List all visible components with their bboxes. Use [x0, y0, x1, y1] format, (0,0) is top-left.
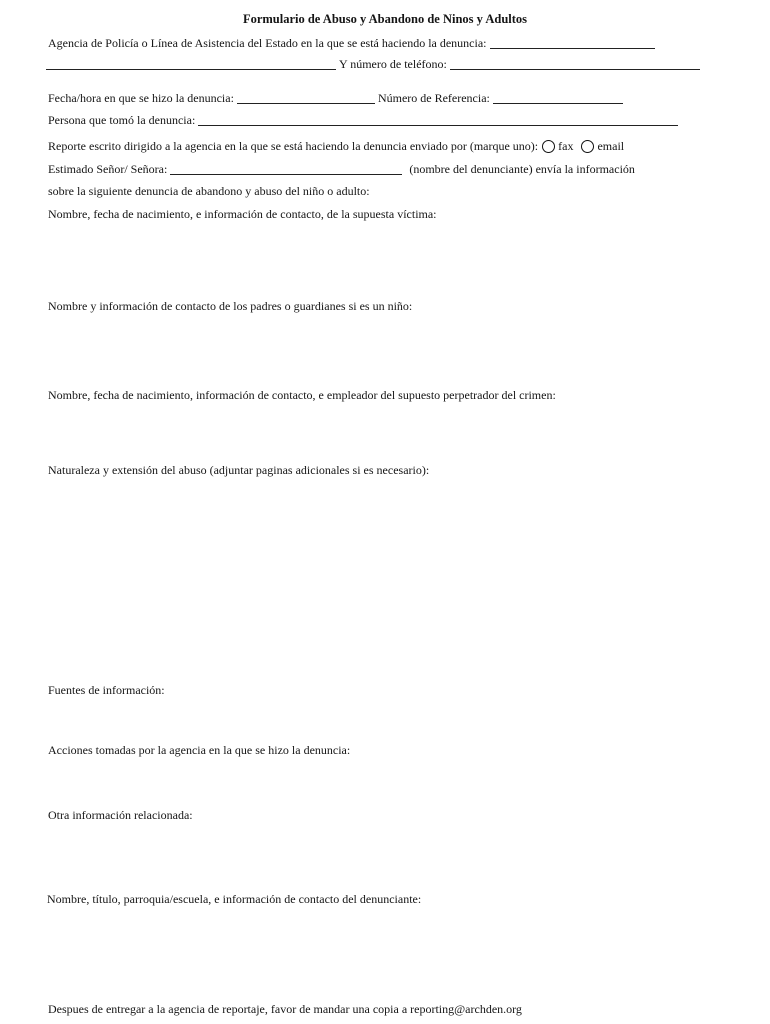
agencia-continued-field[interactable] — [46, 57, 336, 70]
reporte-row — [48, 139, 624, 154]
fecha-label: Fecha/hora en que se hizo la denuncia: — [48, 91, 234, 105]
fuentes-heading: Fuentes de información: — [48, 683, 165, 697]
footer-text: Despues de entregar a la agencia de reportaje, favor de mandar una copia a reporting@archden.org — [48, 1002, 522, 1016]
option-email[interactable] — [573, 139, 624, 154]
fuentes-section — [48, 683, 165, 698]
naturaleza-heading: Naturaleza y extensión del abuso (adjuntar paginas adicionales si es necesario): — [48, 463, 430, 477]
footer-note — [48, 1002, 522, 1017]
fax-label: fax — [558, 139, 574, 153]
otra-section — [48, 808, 193, 823]
estimado-after: (nombre del denunciante) envía la información — [409, 162, 635, 176]
denunciante-heading: Nombre, título, parroquia/escuela, e información de contacto del denunciante: — [47, 892, 422, 906]
victima-heading: Nombre, fecha de nacimiento, e información de contacto, de la supuesta víctima: — [48, 207, 437, 221]
otra-heading: Otra información relacionada: — [48, 808, 193, 822]
victima-section — [48, 207, 437, 222]
telefono-field[interactable] — [450, 57, 700, 70]
persona-field[interactable] — [198, 113, 678, 126]
estimado-label: Estimado Señor/ Señora: — [48, 162, 168, 176]
referencia-field[interactable] — [493, 91, 623, 104]
estimado-row — [48, 162, 635, 177]
fecha-field[interactable] — [237, 91, 375, 104]
telefono-row — [46, 57, 703, 72]
fax-radio[interactable] — [542, 140, 555, 153]
agencia-label: Agencia de Policía o Línea de Asistencia del Estado en la que se está haciendo la denuncia: — [48, 36, 487, 50]
persona-label: Persona que tomó la denuncia: — [48, 113, 196, 127]
email-radio[interactable] — [581, 140, 594, 153]
agencia-field[interactable] — [490, 36, 655, 49]
perpetrador-heading: Nombre, fecha de nacimiento, información de contacto, e empleador del supuesto perpetrador del crimen: — [48, 388, 556, 402]
denunciante-section — [47, 892, 421, 907]
padres-heading: Nombre y información de contacto de los padres o guardianes si es un niño: — [48, 299, 413, 313]
fecha-row — [48, 91, 626, 106]
reporte-label: Reporte escrito dirigido a la agencia en la que se está haciendo la denuncia enviado por (marque uno): — [48, 139, 539, 153]
denunciante-name-field[interactable] — [170, 162, 402, 175]
form-title: Formulario de Abuso y Abandono de Ninos y Adultos — [242, 12, 528, 26]
email-label: email — [597, 139, 625, 153]
agencia-row — [48, 36, 658, 51]
sobre-row — [48, 184, 370, 199]
telefono-label: Y número de teléfono: — [339, 57, 447, 71]
sobre-text: sobre la siguiente denuncia de abandono y abuso del niño o adulto: — [48, 184, 370, 198]
option-fax[interactable] — [538, 139, 573, 154]
acciones-section — [48, 743, 350, 758]
referencia-label: Número de Referencia: — [377, 91, 490, 105]
persona-row — [48, 113, 681, 128]
acciones-heading: Acciones tomadas por la agencia en la que se hizo la denuncia: — [48, 743, 351, 757]
naturaleza-section — [48, 463, 429, 478]
padres-section — [48, 299, 412, 314]
perpetrador-section — [48, 388, 556, 403]
